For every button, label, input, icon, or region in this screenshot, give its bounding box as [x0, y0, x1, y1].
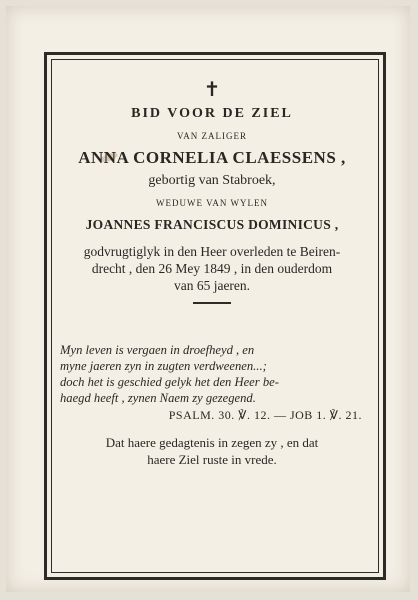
verse-line: Myn leven is vergaen in droefheyd , en [60, 343, 255, 357]
subheading: VAN ZALIGER [176, 131, 248, 141]
scripture-reference: PSALM. 30. ℣. 12. — JOB 1. ℣. 21. [168, 408, 362, 422]
death-line: van 65 jaeren. [173, 278, 251, 293]
death-line: drecht , den 26 Mey 1849 , in den ouderdom [91, 261, 333, 276]
scripture-verse [56, 342, 368, 406]
divider-rule [193, 302, 231, 304]
closing-prayer [56, 434, 368, 468]
closing-line: haere Ziel ruste in vrede. [147, 452, 277, 467]
death-notice [56, 243, 368, 294]
widow-line: WEDUWE VAN WYLEN [156, 198, 268, 208]
death-line: godvrugtiglyk in den Heer overleden te Beiren- [83, 244, 341, 259]
husband-name: JOANNES FRANCISCUS DOMINICUS , [85, 217, 339, 232]
prayer-heading: BID VOOR DE ZIEL [131, 106, 293, 121]
closing-line: Dat haere gedagtenis in zegen zy , en dat [105, 435, 319, 450]
verse-line: haegd heeft , zynen Naem zy gezegend. [60, 391, 256, 405]
verse-line: doch het is geschied gelyk het den Heer be- [60, 375, 279, 389]
verse-line: myne jaeren zyn in zugten verdweenen...; [60, 359, 267, 373]
card-content [56, 78, 368, 468]
birthplace: gebortig van Stabroek, [148, 173, 276, 188]
cross-icon: ✝ [203, 77, 221, 101]
deceased-name: ANNA CORNELIA CLAESSENS , [78, 148, 346, 167]
